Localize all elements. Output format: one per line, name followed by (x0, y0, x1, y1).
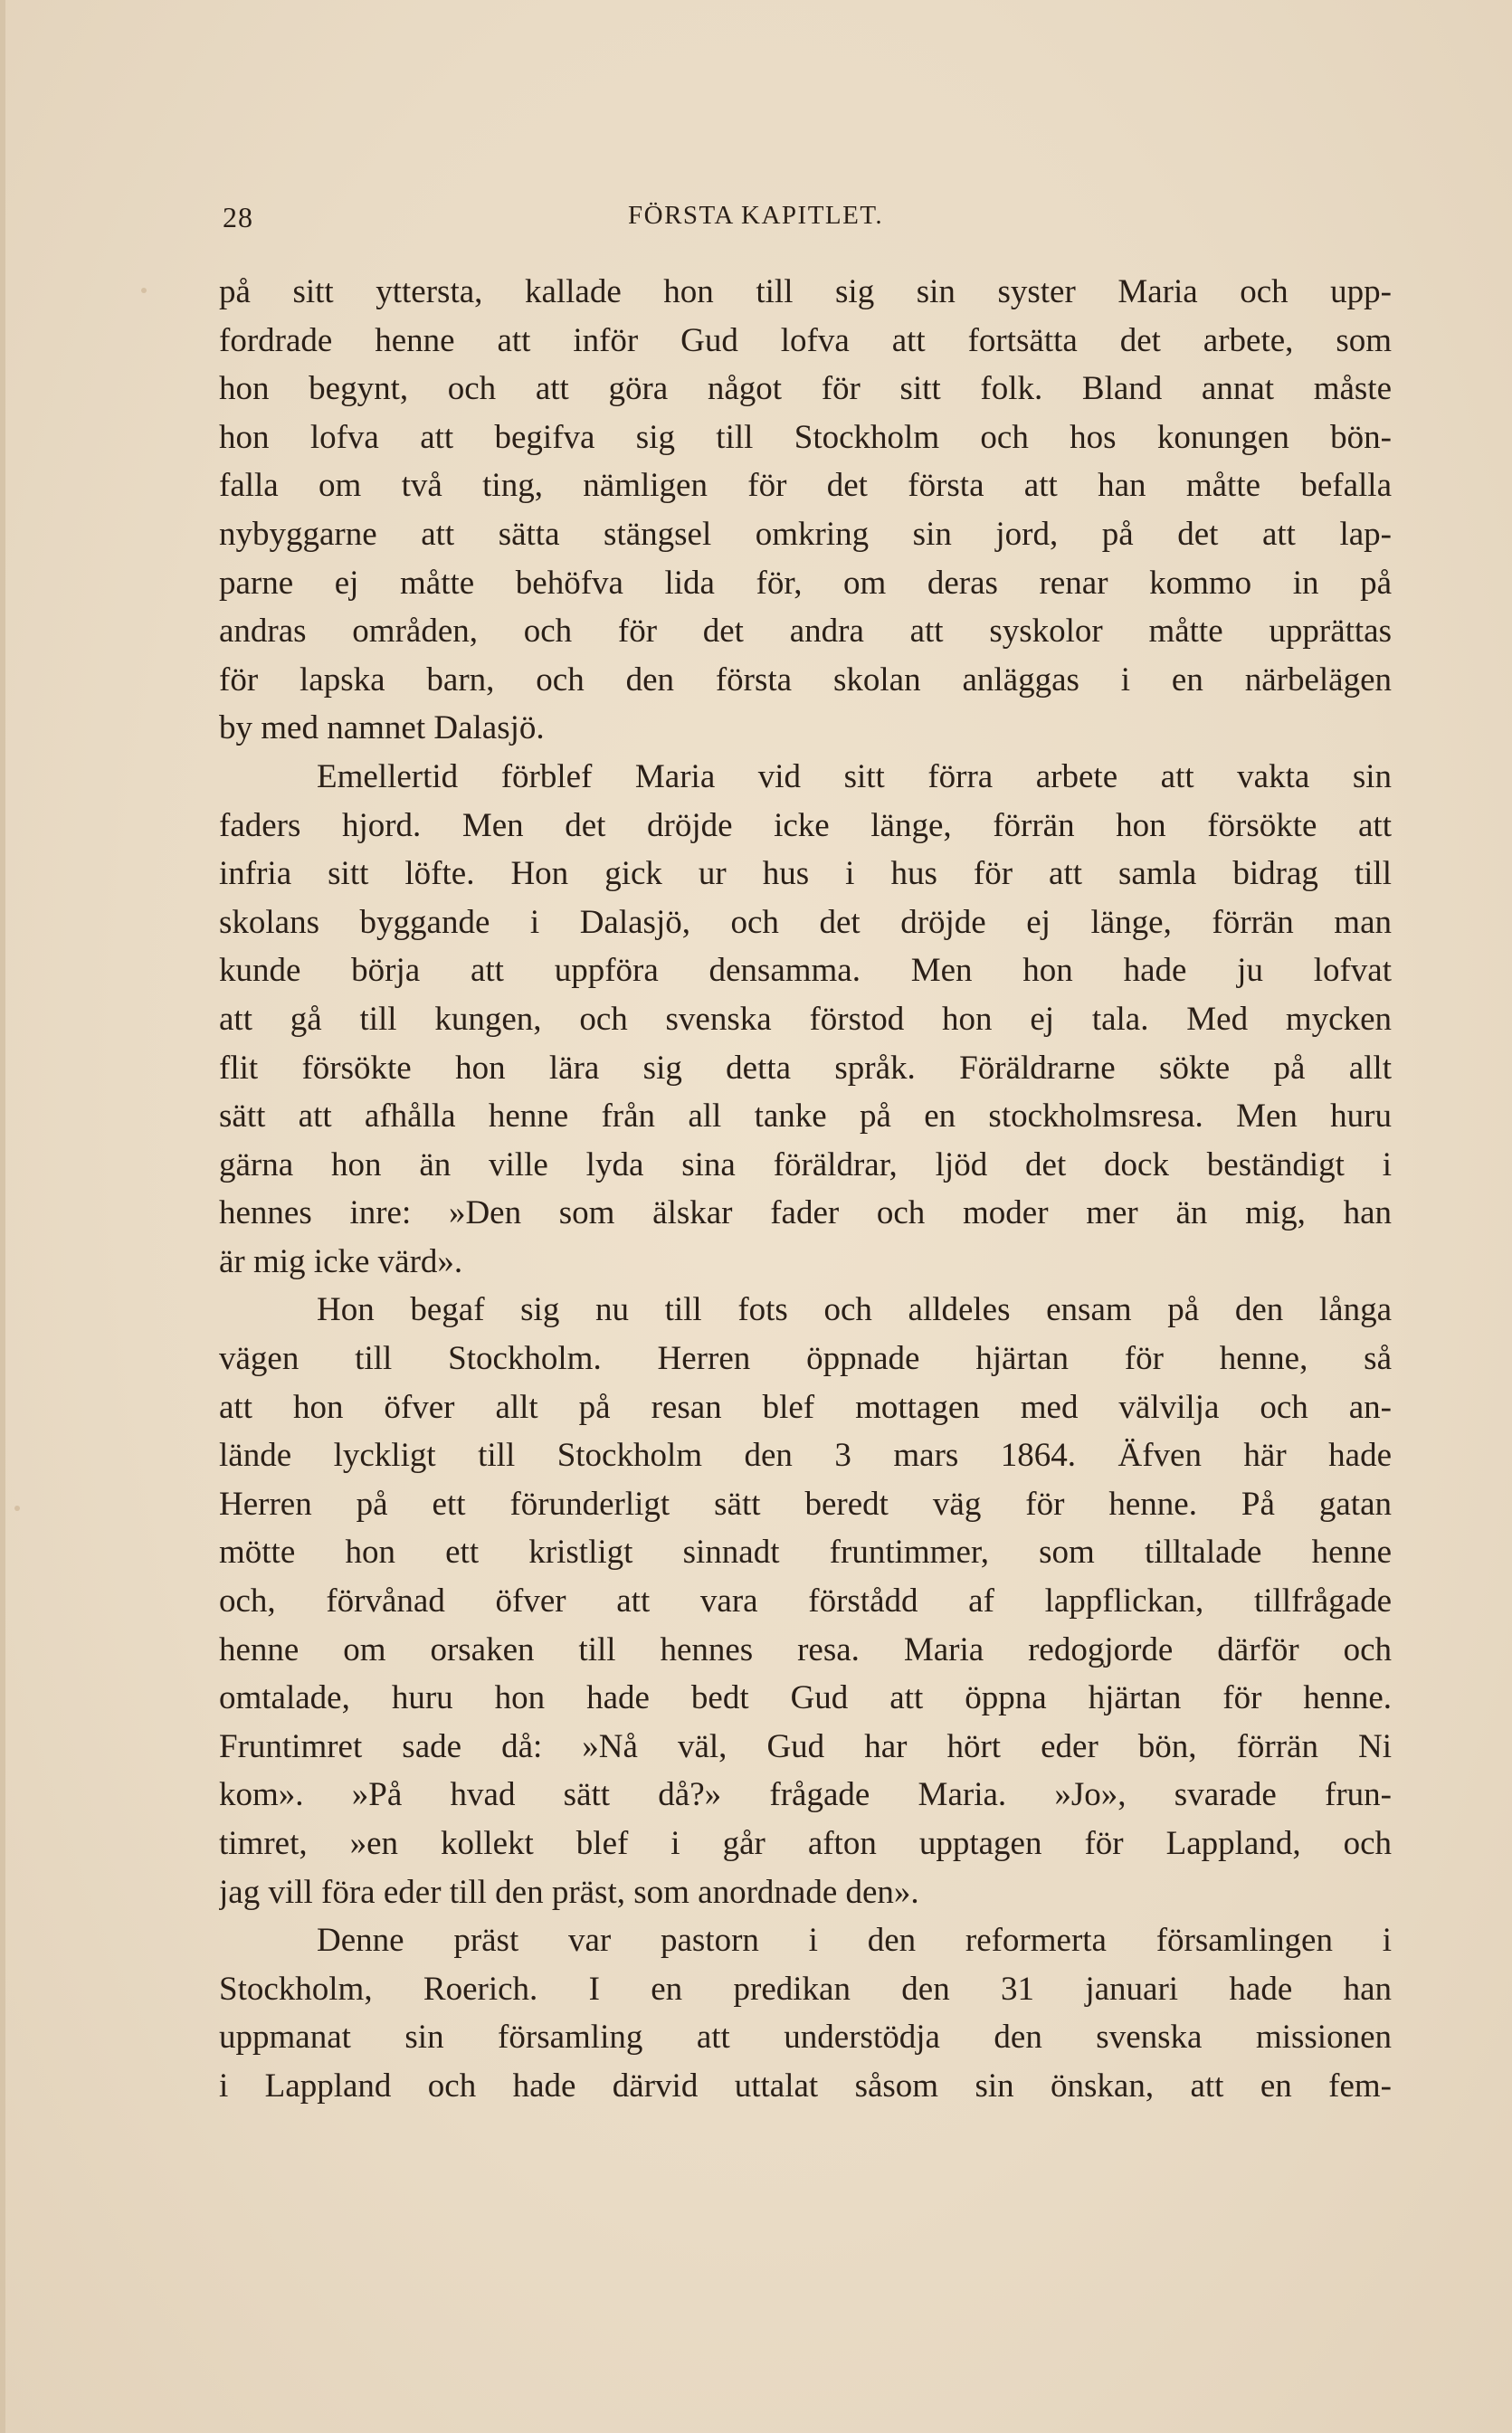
text-line: kunde börja att uppföra densamma. Men hon hade ju lofvat (219, 952, 1392, 990)
text-line: sätt att afhålla henne från all tanke på en stockholmsresa. Men huru (219, 1098, 1392, 1136)
text-line: by med namnet Dalasjö. (219, 709, 545, 747)
text-line: parne ej måtte behöfva lida för, om deras renar kommo in på (219, 564, 1392, 602)
text-line: nybyggarne att sätta stängsel omkring sin jord, på det att lap- (219, 515, 1392, 553)
text-line: timret, »en kollekt blef i går afton upptagen för Lappland, och (219, 1825, 1392, 1862)
text-line: jag vill föra eder till den präst, som anordnade den». (219, 1873, 919, 1911)
text-line: Hon begaf sig nu till fots och alldeles ensam på den långa (317, 1291, 1392, 1329)
body-text (219, 268, 1392, 2111)
page-header (219, 201, 1392, 237)
paper-speck (141, 288, 147, 293)
text-line: i Lappland och hade därvid uttalat såsom sin önskan, att en fem- (219, 2067, 1392, 2105)
paper-speck (14, 1506, 20, 1511)
text-line: gärna hon än ville lyda sina föräldrar, ljöd det dock beständigt i (219, 1145, 1392, 1183)
text-line: för lapska barn, och den första skolan anläggas i en närbelägen (219, 661, 1392, 699)
text-line: att gå till kungen, och svenska förstod hon ej tala. Med mycken (219, 1000, 1392, 1038)
text-line: falla om två ting, nämligen för det första att han måtte befalla (219, 467, 1392, 505)
text-line: hennes inre: »Den som älskar fader och moder mer än mig, han (219, 1194, 1392, 1232)
text-line: uppmanat sin församling att understödja den svenska missionen (219, 2019, 1392, 2057)
text-line: faders hjord. Men det dröjde icke länge, förrän hon försökte att (219, 806, 1392, 844)
text-line: Emellertid förblef Maria vid sitt förra arbete att vakta sin (317, 757, 1392, 795)
text-line: och, förvånad öfver att vara förstådd af lappflickan, tillfrågade (219, 1582, 1392, 1620)
text-line: Stockholm, Roerich. I en predikan den 31 januari hade han (219, 1970, 1392, 2008)
text-line: henne om orsaken till hennes resa. Maria redogjorde därför och (219, 1630, 1392, 1668)
text-line: hon lofva att begifva sig till Stockholm och hos konungen bön- (219, 418, 1392, 456)
text-line: fordrade henne att inför Gud lofva att fortsätta det arbete, som (219, 321, 1392, 359)
running-head: FÖRSTA KAPITLET. (628, 201, 884, 230)
text-line: mötte hon ett kristligt sinnadt fruntimmer, som tilltalade henne (219, 1534, 1392, 1572)
text-line: infria sitt löfte. Hon gick ur hus i hus för att samla bidrag till (219, 855, 1392, 893)
text-line: lände lyckligt till Stockholm den 3 mars 1864. Äfven här hade (219, 1437, 1392, 1475)
text-line: kom». »På hvad sätt då?» frågade Maria. »Jo», svarade frun- (219, 1776, 1392, 1814)
text-line: är mig icke värd». (219, 1242, 463, 1280)
text-line: skolans byggande i Dalasjö, och det dröjde ej länge, förrän man (219, 903, 1392, 941)
text-line: andras områden, och för det andra att syskolor måtte upprättas (219, 613, 1392, 651)
page-number: 28 (223, 201, 253, 233)
text-line: vägen till Stockholm. Herren öppnade hjärtan för henne, så (219, 1340, 1392, 1378)
text-line: omtalade, huru hon hade bedt Gud att öppna hjärtan för henne. (219, 1679, 1392, 1717)
text-line: Fruntimret sade då: »Nå väl, Gud har hört eder bön, förrän Ni (219, 1727, 1392, 1765)
text-line: på sitt yttersta, kallade hon till sig sin syster Maria och upp- (219, 273, 1392, 310)
text-line: att hon öfver allt på resan blef mottagen med välvilja och an- (219, 1388, 1392, 1426)
text-line: Denne präst var pastorn i den reformerta församlingen i (317, 1922, 1392, 1960)
text-line: Herren på ett förunderligt sätt beredt väg för henne. På gatan (219, 1485, 1392, 1523)
text-line: hon begynt, och att göra något för sitt folk. Bland annat måste (219, 370, 1392, 408)
text-line: flit försökte hon lära sig detta språk. Föräldrarne sökte på allt (219, 1049, 1392, 1087)
